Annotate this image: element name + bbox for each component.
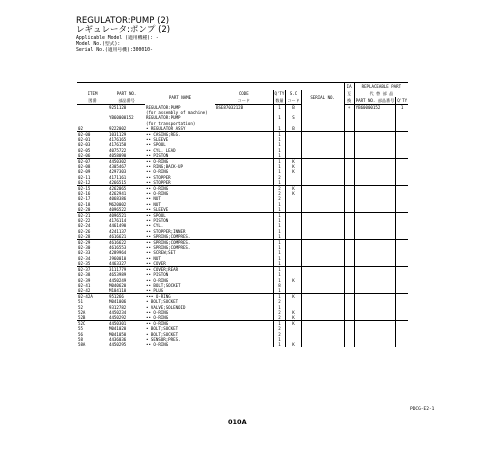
row-qty: 2 <box>273 332 286 337</box>
row-part-name: •• SLEEVE <box>146 206 169 212</box>
row-item: 02-21 <box>77 213 108 219</box>
row-sc: K <box>286 342 301 347</box>
row-sc: K <box>286 191 301 196</box>
row-part-no: M040620 <box>109 282 127 288</box>
row-part-no: M041006 <box>109 299 127 305</box>
row-part-no: 4262941 <box>109 191 127 197</box>
row-qty: 1 <box>273 278 286 283</box>
row-item: 02-00 <box>77 132 108 138</box>
row-qty: 1 <box>273 321 286 327</box>
col-sc: S.C <box>286 90 301 97</box>
row-sc: K <box>286 294 301 300</box>
row-part-name: REGULATOR:PUMP <box>146 115 181 121</box>
row-part-name: •• O-RING <box>146 277 169 283</box>
row-part-no: 9251120 <box>109 105 127 110</box>
row-part-no: 4289964 <box>109 250 127 256</box>
row-part-name: •• O-RING <box>145 186 215 192</box>
row-part-name: (for transportation) <box>146 120 196 126</box>
row-item: 02-06 <box>78 152 91 158</box>
row-part-no: 4653989 <box>109 272 127 278</box>
row-rp-qty: 1 <box>396 105 408 111</box>
row-sc: K <box>286 310 301 315</box>
row-part-name: (for assembly of machine) <box>146 110 208 116</box>
row-qty: 1 <box>273 115 286 120</box>
row-part-name: • BOLT;SOCKET <box>146 299 179 305</box>
row-qty: 1 <box>273 337 286 342</box>
col-part-no: PART NO. <box>116 91 137 96</box>
row-part-no: 4450295 <box>109 341 127 347</box>
row-qty: 1 <box>273 207 286 213</box>
row-part-name: •• NUT <box>146 196 161 202</box>
col-rp-qty: Q'TY <box>397 98 408 103</box>
row-part-name: •• SPRING;COMPRES. <box>145 240 215 246</box>
row-code <box>215 342 273 347</box>
row-part-name: •• O-RING <box>146 314 169 320</box>
row-part-name: •• CASING;REG. <box>145 132 215 138</box>
row-part-no: 4262065 <box>108 186 145 192</box>
row-part-no: 4176158 <box>109 142 127 148</box>
col-code: CODE <box>238 91 249 96</box>
row-item: 02-34 <box>78 255 91 261</box>
row-part-name: •• PISTON <box>146 272 169 278</box>
row-item: 02 <box>78 125 83 131</box>
row-qty: 1 <box>273 137 286 142</box>
row-item: 02-33 <box>78 250 91 256</box>
row-item: 52A <box>78 309 86 315</box>
row-item: 02-07 <box>77 159 108 165</box>
row-part-no: 4058090 <box>109 152 127 158</box>
row-part-name: •• NUT <box>146 201 161 207</box>
row-part-name: •• STOPPER <box>146 174 171 180</box>
row-part-no: 4450234 <box>109 309 127 315</box>
row-item: 58 <box>78 336 83 342</box>
row-item: 02-09 <box>78 169 91 175</box>
row-part-name: •• O-RING <box>145 321 215 327</box>
row-item: 02-17 <box>78 196 91 202</box>
row-qty: 1 <box>273 202 286 207</box>
row-qty: 2 <box>273 175 286 180</box>
row-item: 02-22 <box>78 218 91 224</box>
row-qty: 1 <box>273 180 286 186</box>
row-sc: K <box>286 164 301 169</box>
row-rp-part <box>354 342 396 347</box>
row-item: 02-24 <box>78 223 91 229</box>
row-part-no: 4463327 <box>109 260 127 266</box>
col-ia-1: IA <box>344 83 354 91</box>
row-qty: 1 <box>273 272 286 277</box>
row-qty: 1 <box>273 256 286 261</box>
row-qty: 2 <box>273 326 286 331</box>
col-replaceable-jp: 代 替 部 品 <box>354 90 408 97</box>
row-sc: K <box>286 169 301 174</box>
row-part-name: ••• O-RING <box>145 294 215 300</box>
row-item: 02-42A <box>77 294 108 300</box>
row-item: 51 <box>78 299 83 305</box>
row-sc: S <box>286 115 301 120</box>
row-item: 52C <box>77 321 108 327</box>
row-item: 02-26 <box>78 228 91 234</box>
row-qty: 8 <box>273 283 286 288</box>
row-part-name: • BOLT;SOCKET <box>146 331 179 337</box>
row-part-no: 4616553 <box>109 245 127 251</box>
row-item: 02-05 <box>78 147 91 153</box>
row-part-no: J960010 <box>109 255 127 261</box>
row-part-name: •• CYL. LEAD <box>146 147 176 153</box>
row-part-no: 4616621 <box>109 233 127 239</box>
row-part-no: 4266515 <box>109 179 127 185</box>
row-qty: 1 <box>273 169 286 174</box>
row-part-name: •• COVER <box>146 260 166 266</box>
serial-no: Serial No.(適用号機):300010- <box>76 48 153 53</box>
row-part-name: •• STOPPER <box>146 179 171 185</box>
row-item: 02-08 <box>78 164 91 170</box>
row-sc: B <box>286 105 301 111</box>
row-qty: 1 <box>273 148 286 153</box>
row-part-name: •• O-RING <box>146 309 169 315</box>
row-item: 02-30 <box>78 245 91 251</box>
row-part-no: M041020 <box>109 326 127 332</box>
row-qty: 2 <box>273 191 286 196</box>
row-part-no: 4450302 <box>108 159 145 165</box>
row-part-no: 4096521 <box>108 213 145 219</box>
row-part-no: 9222002 <box>109 125 127 131</box>
row-qty: 1 <box>273 229 286 234</box>
row-part-no: 4436036 <box>109 336 127 342</box>
row-qty: 1 <box>273 159 286 165</box>
row-part-no: 4450301 <box>108 321 145 327</box>
row-qty: 1 <box>273 234 286 240</box>
row-qty: 1 <box>273 294 286 300</box>
row-part-name: •• O-RING <box>146 169 169 175</box>
row-qty: 1 <box>273 267 286 273</box>
model-no: Model No.(型式): <box>76 42 121 47</box>
row-item: 02-16 <box>78 191 91 197</box>
row-sc: K <box>286 315 301 321</box>
col-part-name: PART NAME <box>168 94 192 100</box>
row-item: 02-12 <box>78 179 91 185</box>
row-part-no: 4297303 <box>109 169 127 175</box>
row-part-name: •• SPOOL <box>146 142 166 148</box>
row-item: 02-29 <box>77 240 108 246</box>
title-japanese: レギュレータ:ポンプ (2) <box>76 25 171 35</box>
row-qty: 1 <box>273 305 286 310</box>
row-qty: 1 <box>273 261 286 267</box>
row-part-no: 9312782 <box>109 304 127 310</box>
col-item-jp: 図番 <box>77 97 108 105</box>
row-part-name: •• NUT <box>146 255 161 261</box>
row-part-name: •• O-RING <box>145 159 215 165</box>
table-row <box>77 342 408 347</box>
row-part-name: •• SLEEVE <box>146 137 169 143</box>
row-sc: K <box>286 321 301 327</box>
row-part-no: 4176114 <box>109 218 127 224</box>
row-ia: + <box>344 105 354 111</box>
row-part-name: •• CYL. <box>146 223 164 229</box>
row-part-name: •• STOPPER;INNER <box>146 228 186 234</box>
row-part-no: 3111779 <box>108 267 145 273</box>
col-part-no-jp: 部品番号 <box>108 97 145 105</box>
row-qty: 2 <box>273 315 286 321</box>
row-sc: K <box>286 159 301 165</box>
row-item: 02-42 <box>78 287 91 293</box>
row-part-no: 4305467 <box>109 164 127 170</box>
parts-table <box>77 82 408 347</box>
row-item: 02-41 <box>78 282 91 288</box>
row-qty: 1 <box>273 126 286 132</box>
row-code: BSE8703212B <box>216 105 244 110</box>
row-item: 52B <box>78 314 86 320</box>
footer-code: PDCG-E2-1 <box>410 407 435 412</box>
row-item: 02-28 <box>78 233 91 239</box>
col-item: ITEM <box>87 91 98 96</box>
col-ia-2: 互 <box>344 90 354 97</box>
col-ia-3: 換 <box>344 97 354 105</box>
applicable-model: Applicable Model (適用機種): - <box>76 36 159 41</box>
row-part-no: 4096522 <box>109 206 127 212</box>
row-sc: K <box>286 186 301 192</box>
row-part-no: 4171161 <box>109 174 127 180</box>
row-qty: 2 <box>273 196 286 201</box>
row-part-name: REGULATOR:PUMP <box>146 104 181 110</box>
row-part-no: 4241137 <box>109 228 127 234</box>
title-english: REGULATOR:PUMP (2) <box>76 16 170 26</box>
row-part-name: •• PLUG <box>146 287 164 293</box>
row-part-no: 4450292 <box>109 314 127 320</box>
document-header <box>76 17 170 54</box>
row-part-no: 4176165 <box>109 137 127 143</box>
row-part-name: • SENSOR;PRES. <box>146 336 181 342</box>
row-item: 55 <box>78 326 83 332</box>
row-ia <box>344 342 354 347</box>
row-item: 02-20 <box>78 206 91 212</box>
row-qty: 2 <box>273 310 286 315</box>
row-item: 02-37 <box>77 267 108 273</box>
row-part-name: •• COVER;REAR <box>145 267 215 273</box>
row-qty: 1 <box>273 342 286 347</box>
row-qty: 1 <box>273 223 286 228</box>
col-sc-jp: コード <box>287 98 300 103</box>
col-qty: Q'TY <box>274 91 285 96</box>
row-part-name: •• SPRING;COMPRES. <box>146 245 191 251</box>
row-part-no: YB60000152 <box>109 115 134 121</box>
row-part-name: •• O-RING <box>146 341 169 347</box>
row-item: 02-15 <box>77 186 108 192</box>
row-qty: 1 <box>273 153 286 159</box>
row-part-no: M104110 <box>109 287 127 293</box>
row-qty: 1 <box>273 218 286 223</box>
col-replaceable: REPLACEABLE PART <box>354 83 408 91</box>
row-part-name: •• BOLT;SOCKET <box>146 282 181 288</box>
row-part-name: • REGULATOR ASSY <box>146 125 186 131</box>
row-part-name: •• PISTON <box>146 152 169 158</box>
col-qty-jp: 数量 <box>273 97 286 105</box>
row-part-no: 4068386 <box>109 196 127 202</box>
table-header <box>77 83 408 105</box>
row-item: 02-11 <box>78 174 91 180</box>
row-qty: 1 <box>273 245 286 250</box>
row-part-no: 4461490 <box>109 223 127 229</box>
col-rp-part-no: PART NO. 部品番号 <box>355 98 395 103</box>
row-part-no: 4450249 <box>109 277 127 283</box>
row-item: 58A <box>78 341 86 347</box>
page-number: 010A <box>228 418 247 426</box>
row-qty: 1 <box>273 213 286 219</box>
row-part-name: •• SCREW;SET <box>146 250 176 256</box>
row-qty: 2 <box>273 299 286 304</box>
row-part-name: •• O-RING <box>146 191 169 197</box>
row-qty: 1 <box>273 250 286 255</box>
row-item: 02-35 <box>78 260 91 266</box>
row-qty: 1 <box>273 240 286 246</box>
row-qty: 1 <box>273 105 286 111</box>
row-sc: K <box>286 278 301 283</box>
row-qty: 1 <box>273 132 286 138</box>
row-item: 02-38 <box>78 272 91 278</box>
col-code-jp: コード <box>215 97 273 105</box>
row-part-name: • BOLT;SOCKET <box>146 326 179 332</box>
row-part-name: •• SPRING;COMPRES. <box>146 233 191 239</box>
row-part-name: •• SPOOL <box>145 213 215 219</box>
row-qty: 2 <box>273 186 286 192</box>
row-item: 02-01 <box>78 137 91 143</box>
col-serial: SERIAL NO. <box>301 90 344 105</box>
row-part-name: •• PISTON <box>146 218 169 224</box>
row-item: 56 <box>78 331 83 337</box>
row-serial <box>301 342 344 347</box>
row-qty: 1 <box>273 164 286 169</box>
row-item: 02-18 <box>78 201 91 207</box>
row-qty: 1 <box>273 142 286 147</box>
row-qty: 1 <box>273 288 286 294</box>
row-part-no: 4616622 <box>108 240 145 246</box>
row-part-name: • VALVE;SOLENOID <box>146 304 186 310</box>
row-part-no: M041050 <box>109 331 127 337</box>
row-item: 02-39 <box>78 277 91 283</box>
table-body <box>77 105 408 348</box>
row-part-no: 1031129 <box>108 132 145 138</box>
row-sc: B <box>286 126 301 132</box>
row-item: 02-03 <box>78 142 91 148</box>
row-part-no: 4075722 <box>109 147 127 153</box>
row-rp-qty <box>396 342 408 347</box>
row-part-no: 951266 <box>108 294 145 300</box>
row-part-no: M620002 <box>109 201 127 207</box>
row-item: 52 <box>78 304 83 310</box>
row-rp-part: YB60000152 <box>354 105 396 111</box>
row-part-name: •• RING;BACK-UP <box>146 164 183 170</box>
